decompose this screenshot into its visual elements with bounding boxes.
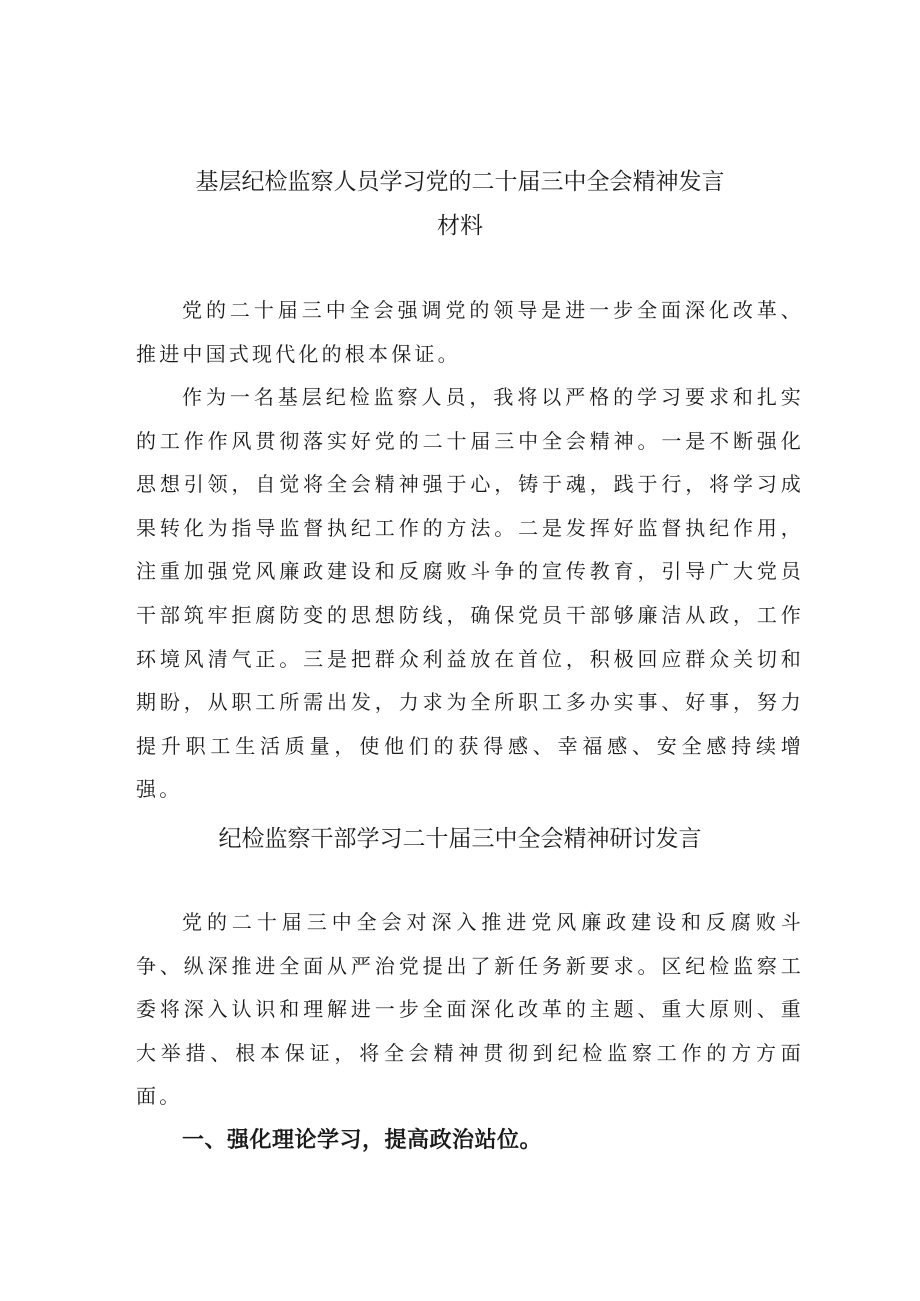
paragraph-intro: 党的二十届三中全会强调党的领导是进一步全面深化改革、推进中国式现代化的根本保证。 — [136, 298, 804, 366]
paragraph-section-intro: 党的二十届三中全会对深入推进党风廉政建设和反腐败斗争、纵深推进全面从严治党提出了新任务新要求。区纪检监察工委将深入认识和理解进一步全面深化改革的主题、重大原则、重大举措、根本保证，将全会精神贯彻到纪检监察工作的方方面面。 — [136, 910, 804, 1109]
section-title: 纪检监察干部学习二十届三中全会精神研讨发言 — [218, 826, 702, 852]
paragraph-body: 作为一名基层纪检监察人员，我将以严格的学习要求和扎实的工作作风贯彻落实好党的二十届三中全会精神。一是不断强化思想引领，自觉将全会精神强于心，铸于魂，践于行，将学习成果转化为指导监督执纪工作的方法。二是发挥好监督执纪作用，注重加强党风廉政建设和反腐败斗争的宣传教育，引导广大党员干部筑牢拒腐防变的思想防线，确保党员干部够廉洁从政，工作环境风清气正。三是把群众利益放在首位，积极回应群众关切和期盼，从职工所需出发，力求为全所职工多办实事、好事，努力提升职工生活质量，使他们的获得感、幸福感、安全感持续增强。 — [136, 385, 804, 802]
document-title-line2: 材料 — [437, 213, 483, 239]
document-title-line1: 基层纪检监察人员学习党的二十届三中全会精神发言 — [195, 169, 725, 195]
subheading: 一、强化理论学习，提高政治站位。 — [182, 1128, 543, 1153]
